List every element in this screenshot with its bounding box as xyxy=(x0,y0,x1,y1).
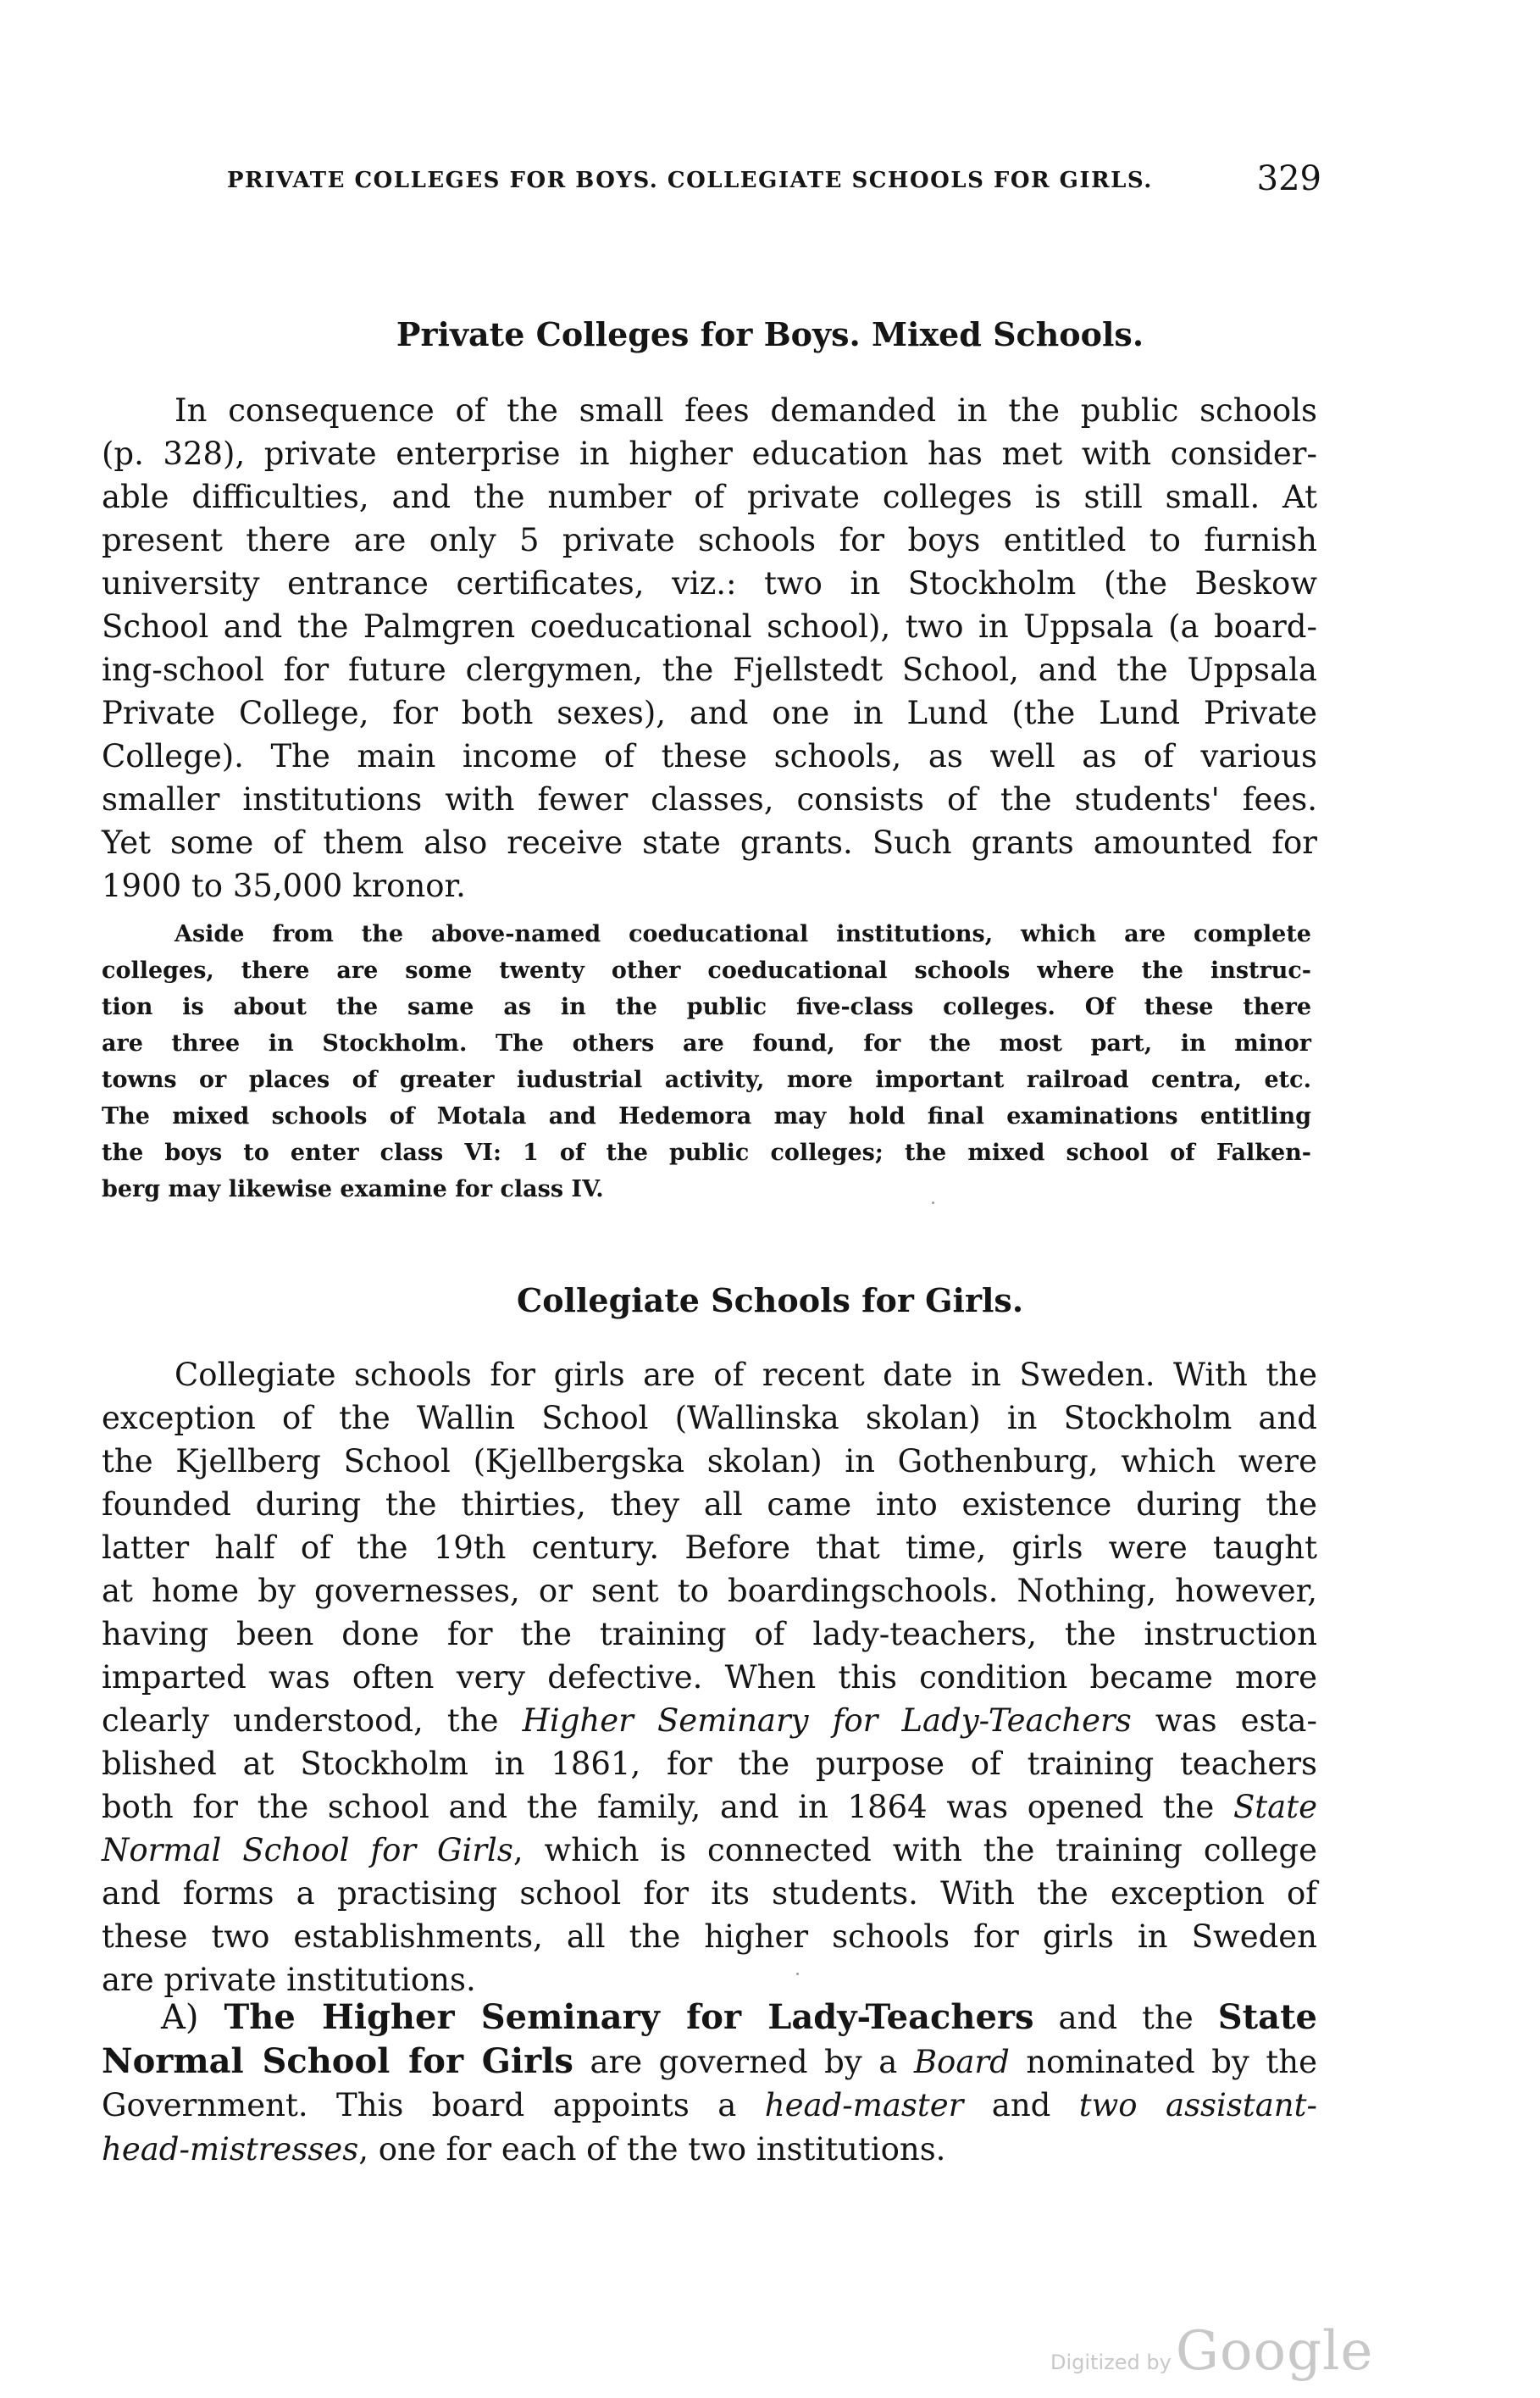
note-line: are three in Stockholm. The others are found, for the most part, in minor xyxy=(102,1030,1311,1057)
text-line: latter half of the 19th century. Before that time, girls were taught xyxy=(102,1529,1317,1566)
text-line: imparted was often very defective. When this condition became more xyxy=(102,1659,1317,1696)
text-line: Normal School for Girls, which is connected with the training college xyxy=(102,1832,1317,1868)
text-line: exception of the Wallin School (Wallinska skolan) in Stockholm and xyxy=(102,1400,1317,1436)
bold-title-higher-seminary: The Higher Seminary for Lady-Teachers xyxy=(224,1997,1034,2037)
text-line: having been done for the training of lady-teachers, the instruction xyxy=(102,1616,1317,1652)
running-header xyxy=(227,159,1321,210)
italic-title-higher-seminary: Higher Seminary for Lady-Teachers xyxy=(522,1702,1132,1739)
text-line: these two establishments, all the higher schools for girls in Sweden xyxy=(102,1918,1317,1955)
running-title: PRIVATE COLLEGES FOR BOYS. COLLEGIATE SCHOOLS FOR GIRLS. xyxy=(227,168,1153,193)
scan-speck xyxy=(932,1202,934,1204)
text-line: College). The main income of these schools, as well as of various xyxy=(102,738,1317,774)
text-line: 1900 to 35,000 kronor. xyxy=(102,868,466,904)
note-line: Aside from the above-named coeducational institutions, which are complete xyxy=(174,921,1311,947)
text-line: clearly understood, the Higher Seminary for Lady-Teachers was esta- xyxy=(102,1702,1317,1739)
text-line: School and the Palmgren coeducational school), two in Uppsala (a board- xyxy=(102,608,1317,645)
section-heading-collegiate-schools: Collegiate Schools for Girls. xyxy=(516,1281,1024,1319)
text-line: Collegiate schools for girls are of recent date in Sweden. With the xyxy=(174,1357,1317,1393)
note-line: colleges, there are some twenty other coeducational schools where the instruc- xyxy=(102,958,1311,984)
text-line: founded during the thirties, they all came into existence during the xyxy=(102,1486,1317,1523)
note-line: The mixed schools of Motala and Hedemora may hold final examinations entitling xyxy=(102,1103,1311,1130)
text-line: smaller institutions with fewer classes, consists of the students' fees. xyxy=(102,781,1317,818)
page-number: 329 xyxy=(1256,159,1321,198)
note-line: towns or places of greater iudustrial activity, more important railroad centra, etc. xyxy=(102,1067,1311,1093)
text-line: head-mistresses, one for each of the two institutions. xyxy=(102,2131,946,2168)
text-line: university entrance certificates, viz.: two in Stockholm (the Beskow xyxy=(102,565,1317,602)
text-line: Government. This board appoints a head-master and two assistant- xyxy=(102,2087,1317,2123)
text-line: A) The Higher Seminary for Lady-Teachers and the State xyxy=(161,1997,1317,2037)
text-line: blished at Stockholm in 1861, for the purpose of training teachers xyxy=(102,1746,1317,1782)
text-line: (p. 328), private enterprise in higher education has met with consider- xyxy=(102,436,1317,472)
text-line: In consequence of the small fees demanded in the public schools xyxy=(174,392,1317,429)
note-line: tion is about the same as in the public five-class colleges. Of these there xyxy=(102,994,1311,1020)
digitized-by-google-watermark xyxy=(1050,2320,1373,2383)
text-line: both for the school and the family, and in 1864 was opened the State xyxy=(102,1789,1317,1825)
text-line: at home by governesses, or sent to boardingschools. Nothing, however, xyxy=(102,1573,1317,1609)
text-line: present there are only 5 private schools for boys entitled to furnish xyxy=(102,522,1317,558)
bold-title-state-normal-school: Normal School for Girls xyxy=(102,2041,573,2081)
text-line: ing-school for future clergymen, the Fjellstedt School, and the Uppsala xyxy=(102,652,1317,688)
text-line: Private College, for both sexes), and one in Lund (the Lund Private xyxy=(102,695,1317,731)
note-line: the boys to enter class VI: 1 of the public colleges; the mixed school of Falken- xyxy=(102,1140,1311,1166)
scan-speck xyxy=(796,1973,799,1975)
text-line: are private institutions. xyxy=(102,1962,476,1998)
text-line: the Kjellberg School (Kjellbergska skolan) in Gothenburg, which were xyxy=(102,1443,1317,1479)
text-line: and forms a practising school for its students. With the exception of xyxy=(102,1875,1317,1912)
google-logo: Google xyxy=(1175,2320,1374,2383)
watermark-prefix: Digitized by xyxy=(1050,2351,1172,2374)
text-line: Yet some of them also receive state grants. Such grants amounted for xyxy=(102,824,1317,861)
text-line: able difficulties, and the number of private colleges is still small. At xyxy=(102,479,1317,515)
section-heading-private-colleges: Private Colleges for Boys. Mixed Schools. xyxy=(396,315,1144,353)
italic-title-state-normal-school: Normal School for Girls xyxy=(102,1832,513,1868)
text-line: Normal School for Girls are governed by a Board nominated by the xyxy=(102,2041,1317,2081)
note-line: berg may likewise examine for class IV. xyxy=(102,1176,604,1202)
